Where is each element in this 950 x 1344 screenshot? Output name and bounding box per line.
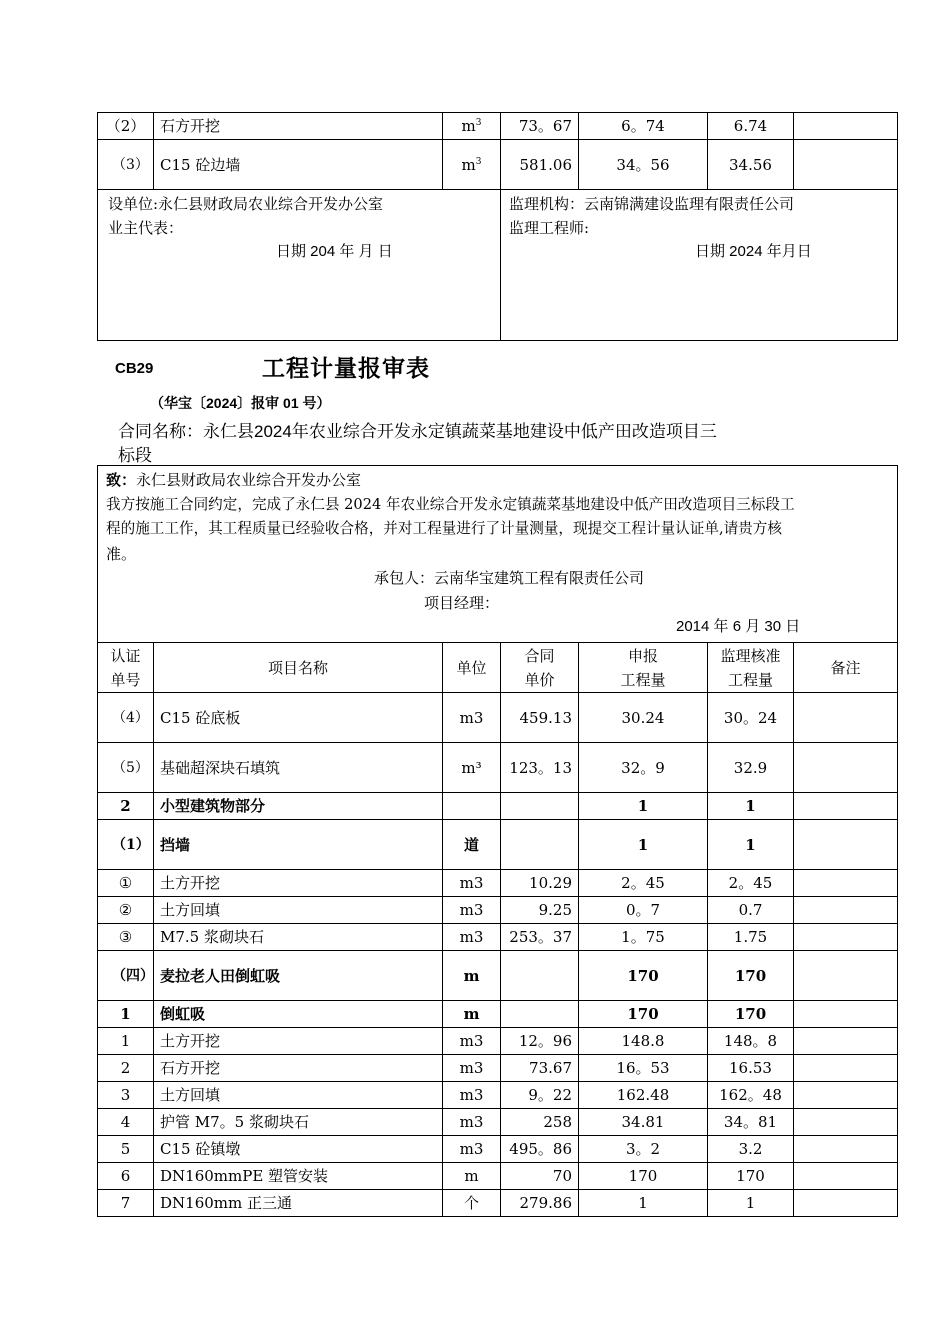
letter-body-2: 程的施工工作，其工程质量已经验收合格，并对工程量进行了计量测量，现提交工程计量认证单,请贵方核: [106, 520, 782, 537]
row-price: 70: [501, 1163, 579, 1190]
table-row: [98, 1163, 898, 1190]
row-name: 麦拉老人田倒虹吸: [154, 951, 443, 1001]
table-row: [98, 1001, 898, 1028]
row-approved: 1: [708, 820, 794, 870]
header-no: 认证 单号: [98, 643, 154, 693]
row-declared: 0。7: [579, 897, 708, 924]
row-remark: [794, 951, 898, 1001]
row-unit: $m^3$: [443, 113, 501, 140]
row-approved: 1.75: [708, 924, 794, 951]
row-remark: [794, 820, 898, 870]
row-price: 495。86: [501, 1136, 579, 1163]
header-price: 合同 单价: [501, 643, 579, 693]
row-no: 1: [98, 1028, 154, 1055]
row-remark: [794, 1028, 898, 1055]
row-remark: [794, 793, 898, 820]
to-value: 永仁县财政局农业综合开发办公室: [136, 471, 362, 489]
row-remark: [794, 870, 898, 897]
row-price: 9。22: [501, 1082, 579, 1109]
row-remark: [794, 1001, 898, 1028]
row-no: （2）: [98, 113, 154, 140]
row-unit: [443, 793, 501, 820]
table-row: [98, 1082, 898, 1109]
row-remark: [794, 140, 898, 190]
data-rows: [98, 693, 898, 1217]
row-unit: $m^3$: [443, 140, 501, 190]
row-declared: 34。56: [579, 140, 708, 190]
row-approved: 1: [708, 1190, 794, 1217]
contract-name-line1: 合同名称：永仁县2024年农业综合开发永定镇蔬菜基地建设中低产田改造项目三: [118, 422, 717, 441]
row-remark: [794, 113, 898, 140]
row-name: 土方回填: [154, 1082, 443, 1109]
table-row: [98, 1136, 898, 1163]
row-name: 倒虹吸: [154, 1001, 443, 1028]
row-declared: 3。2: [579, 1136, 708, 1163]
contract-name-line2: 标段: [118, 446, 152, 465]
row-no: 4: [98, 1109, 154, 1136]
row-approved: 34.56: [708, 140, 794, 190]
row-unit: 个: [443, 1190, 501, 1217]
row-price: 258: [501, 1109, 579, 1136]
row-no: 2: [98, 793, 154, 820]
row-remark: [794, 924, 898, 951]
letter-row: [98, 466, 898, 643]
row-price: 253。37: [501, 924, 579, 951]
row-no: （3）: [98, 140, 154, 190]
row-no: （4）: [98, 693, 154, 743]
header-row: [98, 643, 898, 693]
row-name: DN160mm 正三通: [154, 1190, 443, 1217]
table-row: [98, 870, 898, 897]
letter-body-1: 我方按施工合同约定，完成了永仁县 2024 年农业综合开发永定镇蔬菜基地建设中低产田改造项目三标段工: [106, 495, 795, 513]
row-unit: m3: [443, 693, 501, 743]
row-price: 73。67: [501, 113, 579, 140]
row-name: 土方开挖: [154, 1028, 443, 1055]
contractor: 承包人：云南华宝建筑工程有限责任公司: [374, 569, 645, 587]
row-unit: 道: [443, 820, 501, 870]
row-declared: 16。53: [579, 1055, 708, 1082]
letter-to: [106, 468, 889, 493]
header-approved: 监理核准 工程量: [708, 643, 794, 693]
row-unit: m: [443, 951, 501, 1001]
row-approved: 148。8: [708, 1028, 794, 1055]
owner-unit: 设单位:永仁县财政局农业综合开发办公室: [108, 195, 384, 213]
table-row: [98, 140, 898, 190]
row-no: 7: [98, 1190, 154, 1217]
row-unit: m3: [443, 870, 501, 897]
row-declared: 30.24: [579, 693, 708, 743]
row-price: 279.86: [501, 1190, 579, 1217]
row-remark: [794, 1163, 898, 1190]
row-unit: m3: [443, 1055, 501, 1082]
row-declared: 2。45: [579, 870, 708, 897]
row-declared: 1。75: [579, 924, 708, 951]
table-row: [98, 1028, 898, 1055]
header-remark: 备注: [794, 643, 898, 693]
table-row: [98, 1190, 898, 1217]
row-no: 2: [98, 1055, 154, 1082]
row-remark: [794, 693, 898, 743]
row-declared: 32。9: [579, 743, 708, 793]
row-no: ①: [98, 870, 154, 897]
row-no: 3: [98, 1082, 154, 1109]
table-row: [98, 693, 898, 743]
letter-date: 2014 年 6 月 30 日: [676, 618, 801, 635]
row-price: 123。13: [501, 743, 579, 793]
row-remark: [794, 743, 898, 793]
row-declared: 34.81: [579, 1109, 708, 1136]
header-declared: 申报 工程量: [579, 643, 708, 693]
row-remark: [794, 1109, 898, 1136]
row-name: 基础超深块石填筑: [154, 743, 443, 793]
row-remark: [794, 1082, 898, 1109]
row-price: 459.13: [501, 693, 579, 743]
row-unit: m3: [443, 1136, 501, 1163]
row-approved: 2。45: [708, 870, 794, 897]
row-name: 挡墙: [154, 820, 443, 870]
supervisor-block: [501, 190, 898, 341]
owner-rep: 业主代表：: [108, 219, 184, 237]
row-declared: 170: [579, 1001, 708, 1028]
row-approved: 16.53: [708, 1055, 794, 1082]
row-declared: 170: [579, 1163, 708, 1190]
row-declared: 170: [579, 951, 708, 1001]
supervisor-engineer: 监理工程师:: [509, 219, 590, 237]
form-number: （华宝〔2024〕报审 01 号）: [150, 395, 331, 411]
row-no: ②: [98, 897, 154, 924]
row-unit: m3: [443, 1082, 501, 1109]
row-price: 73.67: [501, 1055, 579, 1082]
row-name: 小型建筑物部分: [154, 793, 443, 820]
table-row: [98, 1109, 898, 1136]
owner-block: [98, 190, 501, 341]
row-no: ③: [98, 924, 154, 951]
row-no: 5: [98, 1136, 154, 1163]
row-name: C15 砼镇墩: [154, 1136, 443, 1163]
row-name: 石方开挖: [154, 113, 443, 140]
row-unit: m3: [443, 924, 501, 951]
table-row: [98, 1055, 898, 1082]
row-approved: 6.74: [708, 113, 794, 140]
form-title: 工程计量报审表: [262, 355, 430, 382]
row-name: C15 砼底板: [154, 693, 443, 743]
table-row: [98, 897, 898, 924]
header-name: 项目名称: [154, 643, 443, 693]
project-manager: 项目经理：: [424, 593, 500, 612]
row-name: C15 砼边墙: [154, 140, 443, 190]
row-declared: 1: [579, 793, 708, 820]
row-approved: 1: [708, 793, 794, 820]
row-name: 土方回填: [154, 897, 443, 924]
row-declared: 1: [579, 820, 708, 870]
row-approved: 0.7: [708, 897, 794, 924]
row-unit: m3: [443, 1109, 501, 1136]
row-price: 581.06: [501, 140, 579, 190]
signature-row: [98, 190, 898, 341]
row-price: [501, 793, 579, 820]
row-approved: 32.9: [708, 743, 794, 793]
row-approved: 170: [708, 1163, 794, 1190]
row-name: 护管 M7。5 浆砌块石: [154, 1109, 443, 1136]
table-row: [98, 113, 898, 140]
row-declared: 1: [579, 1190, 708, 1217]
letter-body-3: 准。: [106, 544, 137, 563]
row-declared: 6。74: [579, 113, 708, 140]
row-no: （四）: [98, 951, 154, 1001]
row-unit: m³: [443, 743, 501, 793]
row-unit: m: [443, 1163, 501, 1190]
measurement-table: [97, 465, 898, 1217]
supervisor-org: 监理机构：云南锦满建设监理有限责任公司: [509, 195, 795, 213]
row-remark: [794, 1055, 898, 1082]
row-price: [501, 951, 579, 1001]
row-no: 6: [98, 1163, 154, 1190]
row-declared: 162.48: [579, 1082, 708, 1109]
header-unit: 单位: [443, 643, 501, 693]
owner-date: 日期 204 年 月 日: [276, 243, 393, 260]
table-row: [98, 820, 898, 870]
row-price: 10.29: [501, 870, 579, 897]
row-remark: [794, 897, 898, 924]
row-name: 石方开挖: [154, 1055, 443, 1082]
row-price: 9.25: [501, 897, 579, 924]
row-price: [501, 1001, 579, 1028]
row-name: 土方开挖: [154, 870, 443, 897]
to-label: 致：: [106, 471, 137, 489]
row-remark: [794, 1190, 898, 1217]
row-approved: 170: [708, 1001, 794, 1028]
row-unit: m3: [443, 897, 501, 924]
row-price: 12。96: [501, 1028, 579, 1055]
row-approved: 170: [708, 951, 794, 1001]
letter-block: [98, 466, 898, 643]
form-code: CB29: [115, 360, 154, 377]
row-approved: 30。24: [708, 693, 794, 743]
table-row: [98, 743, 898, 793]
supervisor-date: 日期 2024 年月日: [695, 243, 812, 260]
row-approved: 3.2: [708, 1136, 794, 1163]
table-row: [98, 924, 898, 951]
row-unit: m3: [443, 1028, 501, 1055]
row-declared: 148.8: [579, 1028, 708, 1055]
row-price: [501, 820, 579, 870]
row-approved: 162。48: [708, 1082, 794, 1109]
row-remark: [794, 1136, 898, 1163]
row-unit: m: [443, 1001, 501, 1028]
row-approved: 34。81: [708, 1109, 794, 1136]
row-no: （1）: [98, 820, 154, 870]
table-row: [98, 793, 898, 820]
row-no: （5）: [98, 743, 154, 793]
row-name: DN160mmPE 塑管安装: [154, 1163, 443, 1190]
row-name: M7.5 浆砌块石: [154, 924, 443, 951]
continuation-table: [97, 112, 898, 341]
row-no: 1: [98, 1001, 154, 1028]
table-row: [98, 951, 898, 1001]
